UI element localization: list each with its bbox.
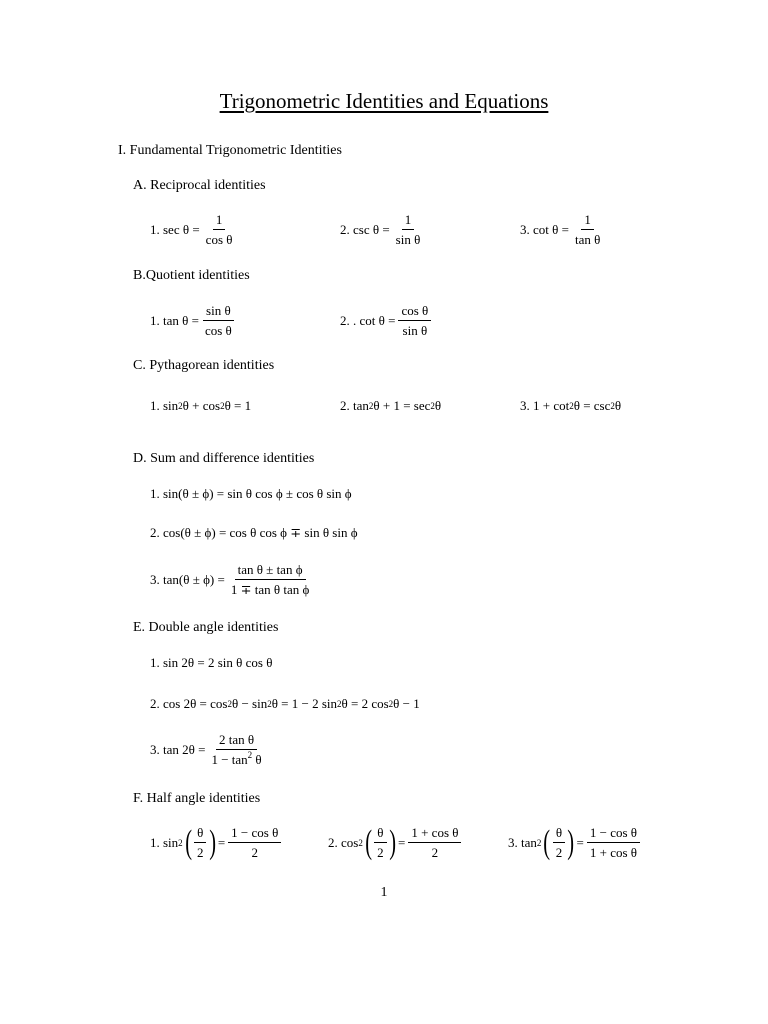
fraction-numerator: cos θ [398,303,431,321]
equation-part: θ = csc [573,398,611,413]
fraction-numerator: 1 [402,212,415,230]
fraction-denominator: 2 [197,845,204,860]
equation-lhs: 2. csc θ = [340,222,390,237]
double-angle-identity-3 [150,732,268,767]
equals-sign: = [217,835,226,850]
fraction-denominator: 1 ∓ tan θ tan ϕ [230,582,310,597]
reciprocal-identity-2 [340,212,426,247]
equation-part: θ = 1 − 2 sin [271,696,338,711]
fraction-denominator: 2 [431,845,439,860]
half-angle-identity-3: 3. tan 2 ( $\frac{\theta}{2}$ ) = $\frac{\text{1 − cos θ}}{\text{1 + cos θ}}$ [508,825,643,860]
subheading-half-angle: F. Half angle identities [133,791,261,806]
fraction [398,303,431,338]
quotient-identity-2 [340,303,434,338]
half-angle-identity-2: 2. cos 2 ( $\frac{\theta}{2}$ ) = $\frac{\text{1 + cos θ}}{2}$ [328,825,464,860]
right-paren: ) [388,823,396,861]
equation-part: θ [614,398,622,413]
subheading-reciprocal: A. Reciprocal identities [133,178,266,193]
sum-difference-identity-3 [150,562,315,597]
double-angle-identity-1: 1. sin 2θ = 2 sin θ cos θ [150,655,273,670]
left-paren: ( [365,823,372,861]
equation-part: 2. tan [340,398,369,413]
equation-part: θ = 2 cos [341,696,389,711]
fraction-denominator: tan θ [574,232,601,247]
function-name: 1. sin [150,835,179,850]
parenthesized-fraction [183,825,218,860]
fraction-denominator [208,750,264,767]
fraction [587,825,640,860]
subheading-quotient: B.Quotient identities [133,268,250,283]
fraction-denominator: 2 [555,845,563,860]
pythagorean-identity-1: 1. sin 2 θ + cos 2 θ = 1 [150,398,252,413]
denominator-part: 1 − tan [211,752,248,767]
fraction-denominator: sin θ [395,232,421,247]
right-paren: ) [208,823,216,861]
double-angle-identity-2: 2. cos 2θ = cos 2 θ − sin 2 θ = 1 − 2 sin 2 θ = 2 cos 2 θ − 1 [150,696,420,711]
fraction-numerator: 1 [213,212,226,230]
fraction-denominator: 2 [251,845,258,860]
equation-part: θ = 1 [224,398,252,413]
fraction [393,212,424,247]
fraction [202,303,235,338]
equation-lhs: 3. cot θ = [520,222,569,237]
left-paren: ( [543,823,551,861]
denominator-part: θ [252,752,262,767]
equation-lhs: 2. . cot θ = [340,313,396,328]
equals-sign: = [398,835,406,850]
equation-part: θ [434,398,442,413]
fraction-numerator: 1 − cos θ [228,825,281,843]
fraction [208,732,264,767]
fraction-numerator: 2 tan θ [216,732,257,750]
left-paren: ( [184,823,192,861]
equation-part: θ + 1 = sec [373,398,431,413]
page-title: Trigonometric Identities and Equations [219,89,549,113]
fraction-numerator: 1 [581,212,594,230]
reciprocal-identity-1 [150,212,238,247]
fraction [408,825,461,860]
fraction [572,212,603,247]
sum-difference-identity-2: 2. cos(θ ± ϕ) = cos θ cos ϕ ∓ sin θ sin ϕ [150,525,358,540]
function-name: 2. cos [328,835,359,850]
equation-part: 2. cos 2θ = cos [150,696,228,711]
pythagorean-identity-2: 2. tan 2 θ + 1 = sec 2 θ [340,398,442,413]
fraction-numerator: θ [194,825,206,843]
fraction-denominator: cos θ [204,323,232,338]
subheading-double-angle: E. Double angle identities [133,620,279,635]
fraction [194,825,207,860]
section-heading-fundamental: I. Fundamental Trigonometric Identities [118,143,342,158]
equation-lhs: 1. sec θ = [150,222,200,237]
page-number: 1 [380,885,388,900]
equation-part: θ − 1 [393,696,420,711]
quotient-identity-1 [150,303,238,338]
equation-part: 1. sin [150,398,179,413]
fraction-denominator: cos θ [205,232,233,247]
fraction-numerator: sin θ [203,303,234,321]
equation-part: 3. 1 + cot [520,398,570,413]
fraction [228,825,281,860]
parenthesized-fraction [363,825,398,860]
subheading-pythagorean: C. Pythagorean identities [133,358,275,373]
fraction-numerator: 1 + cos θ [408,825,461,843]
fraction-numerator: θ [553,825,565,843]
fraction-numerator: θ [374,825,386,843]
function-name: 3. tan [508,835,537,850]
equation-lhs: 3. tan 2θ = [150,742,206,757]
sum-difference-identity-1: 1. sin(θ ± ϕ) = sin θ cos ϕ ± cos θ sin ϕ [150,486,352,501]
fraction [228,562,312,597]
parenthesized-fraction [541,825,576,860]
fraction [203,212,236,247]
exponent: 2 [247,750,253,760]
fraction-denominator: 1 + cos θ [589,845,638,860]
equation-part: θ + cos [182,398,221,413]
equation-lhs: 3. tan(θ ± ϕ) = [150,572,225,587]
reciprocal-identity-3 [520,212,606,247]
equals-sign: = [576,835,584,850]
right-paren: ) [567,823,575,861]
half-angle-identity-1: 1. sin 2 ( $\frac{\theta}{2}$ ) = $\frac{\text{1 − cos θ}}{2}$ [150,825,284,860]
fraction [553,825,566,860]
fraction-denominator: sin θ [402,323,428,338]
fraction-denominator: 2 [377,845,384,860]
fraction-numerator: tan θ ± tan ϕ [235,562,306,580]
fraction [374,825,387,860]
subheading-sum-difference: D. Sum and difference identities [133,451,315,466]
fraction-numerator: 1 − cos θ [587,825,640,843]
equation-lhs: 1. tan θ = [150,313,199,328]
equation-part: θ − sin [231,696,268,711]
pythagorean-identity-3: 3. 1 + cot 2 θ = csc 2 θ [520,398,622,413]
